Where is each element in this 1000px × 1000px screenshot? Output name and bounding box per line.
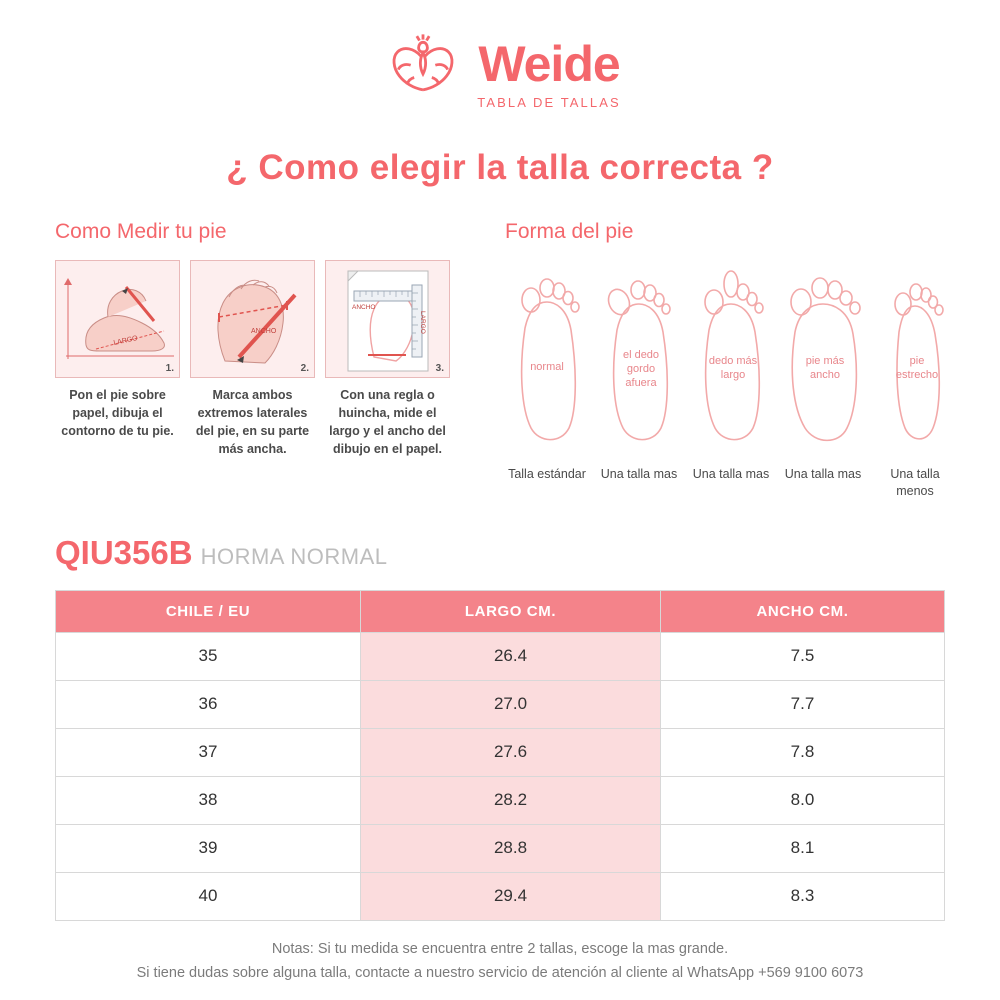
table-cell-length: 29.4 (361, 872, 661, 920)
measure-step-caption: Con una regla o huincha, mide el largo y el ancho del dibujo en el papel. (329, 388, 446, 457)
table-cell-size: 39 (56, 824, 361, 872)
table-row (56, 872, 945, 920)
measure-step-caption: Pon el pie sobre papel, dibuja el contorno de tu pie. (61, 388, 174, 439)
measure-section (55, 220, 450, 500)
step-number: 1. (165, 363, 174, 374)
info-sections (0, 220, 1000, 500)
model-description: HORMA NORMAL (200, 543, 388, 569)
table-header-cell: LARGO CM. (361, 590, 661, 632)
measure-step-caption: Marca ambos extremos laterales del pie, en su parte más ancha. (195, 388, 310, 457)
table-row (56, 776, 945, 824)
measure-section-title: Como Medir tu pie (55, 220, 227, 243)
table-cell-width: 7.7 (661, 680, 945, 728)
svg-text:ancho: ancho (810, 369, 840, 381)
ruler-measuring-icon (325, 260, 450, 378)
table-row (56, 728, 945, 776)
foot-shape-size-note: Una talla mas (600, 467, 678, 481)
page-title: ¿ Como elegir la talla correcta ? (226, 148, 774, 187)
foot-shape-section (450, 220, 957, 500)
table-row (56, 632, 945, 680)
notes-block (0, 937, 1000, 986)
step-number: 2. (300, 363, 309, 374)
brand-tagline: TABLA DE TALLAS (477, 94, 621, 110)
svg-text:normal: normal (530, 361, 564, 373)
svg-text:el dedo: el dedo (622, 349, 660, 361)
foot-shape-item (781, 258, 865, 500)
foot-shape-size-note: Talla estándar (508, 467, 586, 481)
table-header-row (56, 590, 945, 632)
table-cell-size: 37 (56, 728, 361, 776)
foot-shape-item (597, 258, 681, 500)
table-cell-size: 38 (56, 776, 361, 824)
table-cell-size: 40 (56, 872, 361, 920)
foot-shape-section-title: Forma del pie (505, 220, 634, 243)
svg-text:estrecho: estrecho (895, 369, 939, 381)
svg-text:largo: largo (720, 369, 746, 381)
svg-text:afuera: afuera (625, 377, 657, 389)
table-cell-width: 8.0 (661, 776, 945, 824)
foot-shape-item (689, 258, 773, 500)
table-cell-length: 27.0 (361, 680, 661, 728)
measure-steps (55, 260, 450, 459)
weide-swan-logo-icon (379, 30, 467, 118)
table-cell-width: 8.3 (661, 872, 945, 920)
note-line: Notas: Si tu medida se encuentra entre 2 tallas, escoge la mas grande. (271, 940, 729, 957)
table-header-cell: ANCHO CM. (661, 590, 945, 632)
foot-shape-item (505, 258, 589, 500)
foot-outline-tracing-icon (55, 260, 180, 378)
foot-shape-wide-icon (781, 258, 865, 453)
foot-shape-narrow-icon (873, 258, 957, 453)
model-code: QIU356B (55, 533, 193, 571)
svg-text:pie más: pie más (805, 355, 845, 367)
brand-text-block (477, 35, 621, 110)
table-cell-length: 26.4 (361, 632, 661, 680)
table-cell-length: 28.8 (361, 824, 661, 872)
foot-shape-size-note: Una talla menos (890, 467, 940, 498)
foot-shape-long-toe-icon (689, 258, 773, 453)
model-heading (55, 534, 1000, 572)
size-table (55, 590, 945, 921)
foot-shape-size-note: Una talla mas (692, 467, 770, 481)
table-cell-size: 36 (56, 680, 361, 728)
table-header-cell: CHILE / EU (56, 590, 361, 632)
svg-text:ANCHO: ANCHO (352, 304, 376, 311)
foot-shape-normal-icon (505, 258, 589, 453)
foot-width-marking-icon (190, 260, 315, 378)
note-line: Si tiene dudas sobre alguna talla, contacte a nuestro servicio de atención al cliente al WhatsApp +569 9100 6073 (136, 965, 864, 982)
brand-name: Weide (478, 35, 620, 92)
svg-text:pie: pie (909, 355, 925, 367)
measure-step (325, 260, 450, 459)
foot-shape-size-note: Una talla mas (784, 467, 862, 481)
table-cell-length: 28.2 (361, 776, 661, 824)
svg-text:dedo más: dedo más (708, 355, 758, 367)
foot-shape-big-toe-out-icon (597, 258, 681, 453)
table-cell-length: 27.6 (361, 728, 661, 776)
table-cell-width: 7.8 (661, 728, 945, 776)
foot-shape-list (505, 258, 957, 500)
step-number: 3. (435, 363, 444, 374)
table-row (56, 824, 945, 872)
svg-text:gordo: gordo (626, 363, 656, 375)
table-cell-width: 7.5 (661, 632, 945, 680)
measure-step (190, 260, 315, 459)
table-row (56, 680, 945, 728)
foot-shape-item (873, 258, 957, 500)
svg-text:ANCHO: ANCHO (251, 328, 277, 335)
table-cell-width: 8.1 (661, 824, 945, 872)
svg-text:LARGO: LARGO (419, 311, 426, 334)
svg-text:LARGO: LARGO (112, 335, 139, 347)
table-cell-size: 35 (56, 632, 361, 680)
brand-header (0, 0, 1000, 118)
measure-step (55, 260, 180, 459)
